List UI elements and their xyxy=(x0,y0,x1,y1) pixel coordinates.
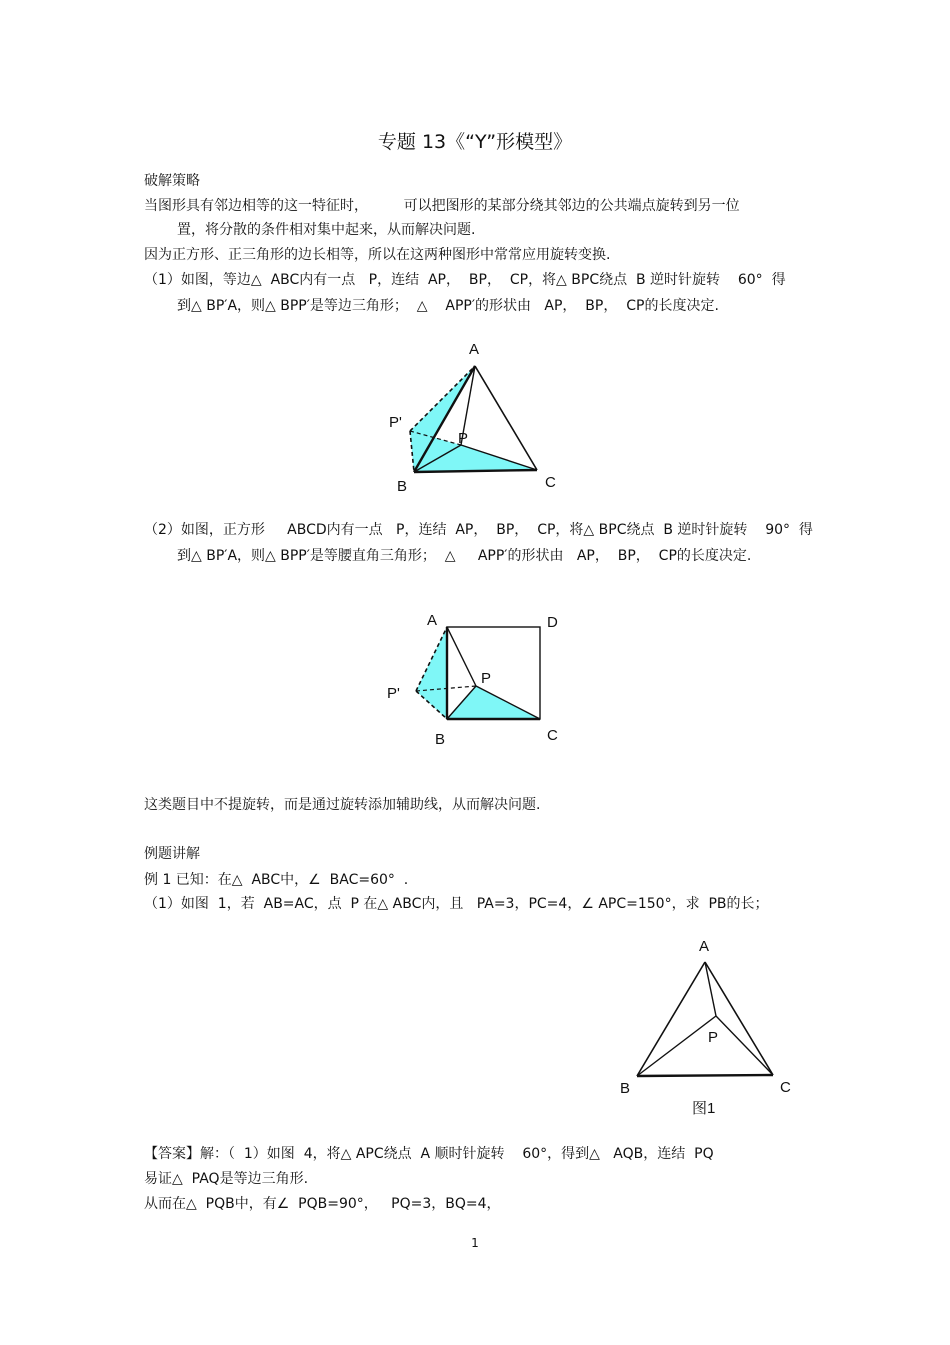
strategy-heading: 破解策略 xyxy=(144,173,200,189)
example-1-statement: 例 1 已知：在△ ABC中，∠ BAC=60° . xyxy=(144,872,409,888)
label-b: B xyxy=(435,731,446,748)
label-d: D xyxy=(547,614,558,631)
case-1-line-b: 到△ BP′A，则△ BPP′是等边三角形； △ APP′的形状由 AP， BP， CP的长度决定. xyxy=(177,298,719,314)
label-b: B xyxy=(397,478,408,495)
strategy-paragraph-1b: 置，将分散的条件相对集中起来，从而解决问题. xyxy=(177,222,476,238)
answer-line-c: 从而在△ PQB中，有∠ PQB=90°， PQ=3，BQ=4， xyxy=(144,1196,501,1212)
label-c: C xyxy=(780,1079,791,1096)
example-1-question-1: （1）如图 1，若 AB=AC，点 P 在△ ABC内，且 PA=3，PC=4，∠ APC=150°，求 PB的长； xyxy=(144,896,769,912)
examples-heading: 例题讲解 xyxy=(144,846,200,862)
strategy-paragraph-1a: 当图形具有邻边相等的这一特征时， 可以把图形的某部分绕其邻边的公共端点旋转到另一位 xyxy=(144,198,740,214)
figure-equilateral-rotation xyxy=(380,335,570,500)
figure-1-triangle xyxy=(610,930,810,1120)
label-c: C xyxy=(545,474,556,491)
label-a: A xyxy=(427,612,438,629)
case-1-line-a: （1）如图，等边△ ABC内有一点 P，连结 AP， BP， CP，将△ BPC绕点 B 逆时针旋转 60° 得 xyxy=(144,272,786,288)
figure-square-rotation xyxy=(380,605,570,755)
label-a: A xyxy=(469,341,480,358)
label-p: P xyxy=(458,430,469,447)
label-c: C xyxy=(547,727,558,744)
label-a: A xyxy=(699,938,710,955)
page-title: 专题 13《“Y”形模型》 xyxy=(377,131,573,153)
strategy-paragraph-2: 因为正方形、正三角形的边长相等，所以在这两种图形中常常应用旋转变换. xyxy=(144,247,611,263)
label-p: P xyxy=(708,1029,719,1046)
label-p: P xyxy=(481,670,492,687)
answer-line-a: 【答案】解：（ 1）如图 4，将△ APC绕点 A 顺时针旋转 60°，得到△ AQB，连结 PQ xyxy=(144,1146,714,1162)
page-number: 1 xyxy=(471,1236,479,1250)
case-2-line-b: 到△ BP′A，则△ BPP′是等腰直角三角形； △ APP′的形状由 AP， BP， CP的长度决定. xyxy=(177,548,752,564)
label-p-prime: P' xyxy=(389,414,402,431)
label-b: B xyxy=(620,1080,631,1097)
answer-line-b: 易证△ PAQ是等边三角形. xyxy=(144,1171,309,1187)
case-2-line-a: （2）如图，正方形 ABCD内有一点 P，连结 AP， BP， CP，将△ BPC绕点 B 逆时针旋转 90° 得 xyxy=(144,522,813,538)
label-p-prime: P' xyxy=(387,685,400,702)
figure-caption: 图1 xyxy=(692,1100,716,1117)
note-line: 这类题目中不提旋转，而是通过旋转添加辅助线，从而解决问题. xyxy=(144,797,541,813)
